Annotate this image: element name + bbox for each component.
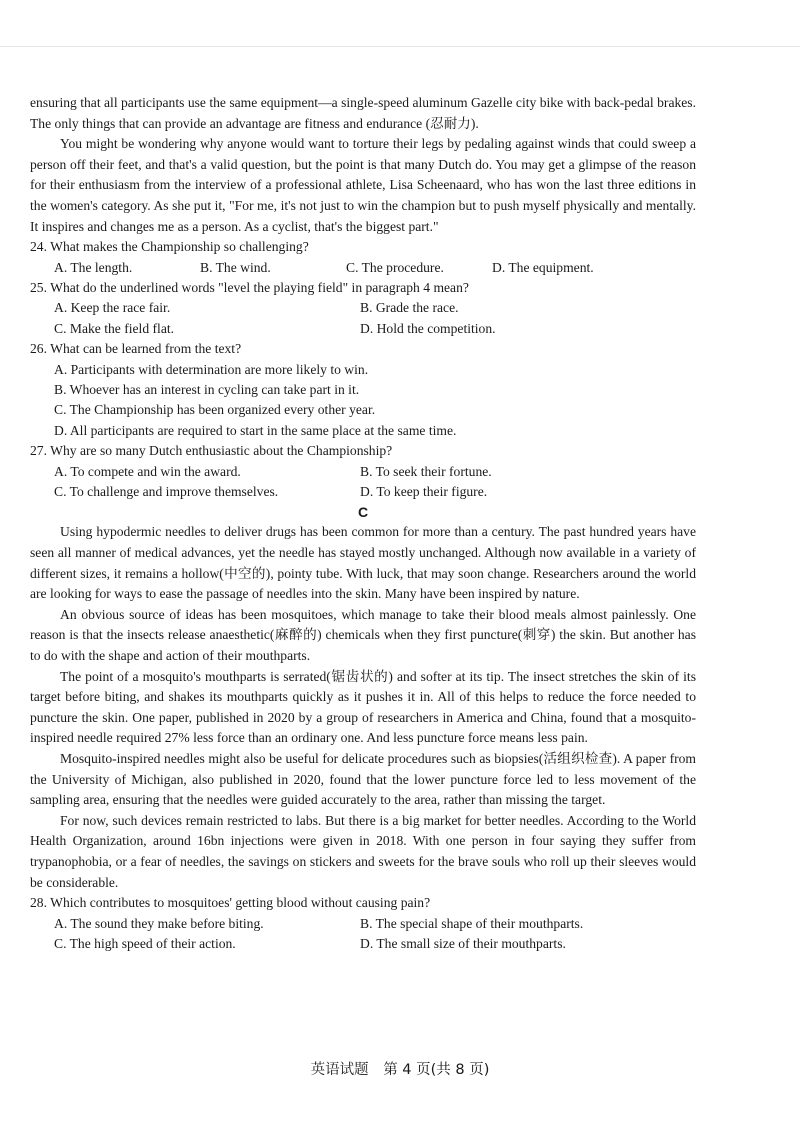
- passage-c-paragraph-3: The point of a mosquito's mouthparts is serrated(锯齿状的) and softer at its tip. The insect stretches the skin of its target before biting, and shakes its mouthparts quickly as it pushes it in. All of this helps to reduce the force needed to puncture the skin. One paper, published in 2020 by a group of researchers in America and China, found that a mosquito-inspired needle required 27% less force than an ordinary one. And less puncture force means less pain.: [30, 668, 696, 746]
- option-c: C. To challenge and improve themselves.: [54, 484, 279, 500]
- option-d: D. To keep their figure.: [360, 484, 488, 500]
- option-a: A. The sound they make before biting.: [54, 915, 264, 931]
- passage-c-paragraph-1: Using hypodermic needles to deliver drugs has been common for more than a century. The past hundred years have seen all manner of medical advances, yet the needle has stayed mostly unchanged. Although now available in a variety of different sizes, it remains a hollow(中空的), pointy tube. With luck, that may soon change. Researchers around the world are looking for ways to ease the passage of needles into the skin. Many have been inspired by nature.: [30, 524, 696, 602]
- option-b: B. The special shape of their mouthparts.: [360, 915, 584, 931]
- passage-b-paragraph-continued: ensuring that all participants use the same equipment—a single-speed aluminum Gazelle city bike with back-pedal brakes. The only things that can provide an advantage are fitness and endurance (忍耐力).: [30, 95, 696, 131]
- options-row: [54, 258, 696, 278]
- passage-b-paragraph-5: You might be wondering why anyone would want to torture their legs by pedaling against winds that could sweep a person off their feet, and that's a valid question, but the point is that many Dutch do. You may get a glimpse of the reason for their enthusiasm from the interview of a professional athlete, Lisa Scheenaard, who has won the last three editions in the women's category. As she put it, "For me, it's not just to win the champion but to push myself physically and mentally. It inspires and changes me as a person. As a cyclist, that's the biggest part.": [30, 136, 696, 234]
- option-b: B. Grade the race.: [360, 300, 459, 316]
- options-row: [54, 298, 696, 318]
- question-28: [30, 893, 696, 954]
- question-25: [30, 278, 696, 339]
- question-27: [30, 441, 696, 502]
- option-b: B. The wind.: [200, 259, 271, 275]
- question-stem: 26. What can be learned from the text?: [30, 341, 242, 357]
- option-c: C. The procedure.: [346, 259, 444, 275]
- option-a: A. Participants with determination are more likely to win.: [54, 361, 369, 377]
- option-d: D. The equipment.: [492, 259, 594, 275]
- option-d: D. All participants are required to start in the same place at the same time.: [54, 422, 457, 438]
- passage-c-paragraph-5: For now, such devices remain restricted to labs. But there is a big market for better needles. According to the World Health Organization, around 16bn injections were given in 2018. With one person in four saying they suffer from trypanophobia, or a fear of needles, the savings on stickers and sweets for the brave souls who roll up their sleeves would be considerable.: [30, 812, 696, 890]
- option-b: B. Whoever has an interest in cycling can take part in it.: [54, 382, 360, 397]
- option-d: D. The small size of their mouthparts.: [360, 935, 566, 951]
- option-b: B. To seek their fortune.: [360, 463, 492, 479]
- option-a: A. To compete and win the award.: [54, 463, 241, 479]
- options-row: [54, 934, 696, 954]
- question-24: [30, 237, 696, 278]
- option-d: D. Hold the competition.: [360, 320, 496, 336]
- option-c: C. The Championship has been organized every other year.: [54, 402, 376, 418]
- passage-c-paragraph-2: An obvious source of ideas has been mosquitoes, which manage to take their blood meals almost painlessly. One reason is that the insects release anaesthetic(麻醉的) chemicals when they first puncture(刺穿) the skin. But another has to do with the shape and action of their mouthparts.: [30, 606, 696, 663]
- question-stem: 25. What do the underlined words "level the playing field" in paragraph 4 mean?: [30, 279, 469, 295]
- question-26: [30, 339, 696, 441]
- question-stem: 24. What makes the Championship so challenging?: [30, 239, 309, 255]
- question-stem: 27. Why are so many Dutch enthusiastic about the Championship?: [30, 443, 393, 459]
- option-c: C. The high speed of their action.: [54, 935, 236, 951]
- footer-page-number: 第 4 页(共 8 页): [383, 1062, 490, 1078]
- section-c-title: C: [357, 504, 369, 521]
- passage-c-paragraph-4: Mosquito-inspired needles might also be useful for delicate procedures such as biopsies(活组织检查). A paper from the University of Michigan, also published in 2020, found that the lower puncture force led to less movement of the sampling area, ensuring that the needles were guided accurately to the area, rather than missing the target.: [30, 750, 696, 808]
- page-footer: [0, 1058, 800, 1079]
- top-divider: [0, 46, 800, 47]
- options-row: [54, 482, 696, 502]
- option-a: A. The length.: [54, 259, 133, 275]
- question-stem: 28. Which contributes to mosquitoes' getting blood without causing pain?: [30, 895, 431, 911]
- option-a: A. Keep the race fair.: [54, 300, 171, 316]
- option-c: C. Make the field flat.: [54, 320, 175, 336]
- footer-subject: 英语试题: [310, 1062, 369, 1078]
- options-row: [54, 914, 696, 934]
- options-row: [54, 319, 696, 339]
- options-row: [54, 462, 696, 482]
